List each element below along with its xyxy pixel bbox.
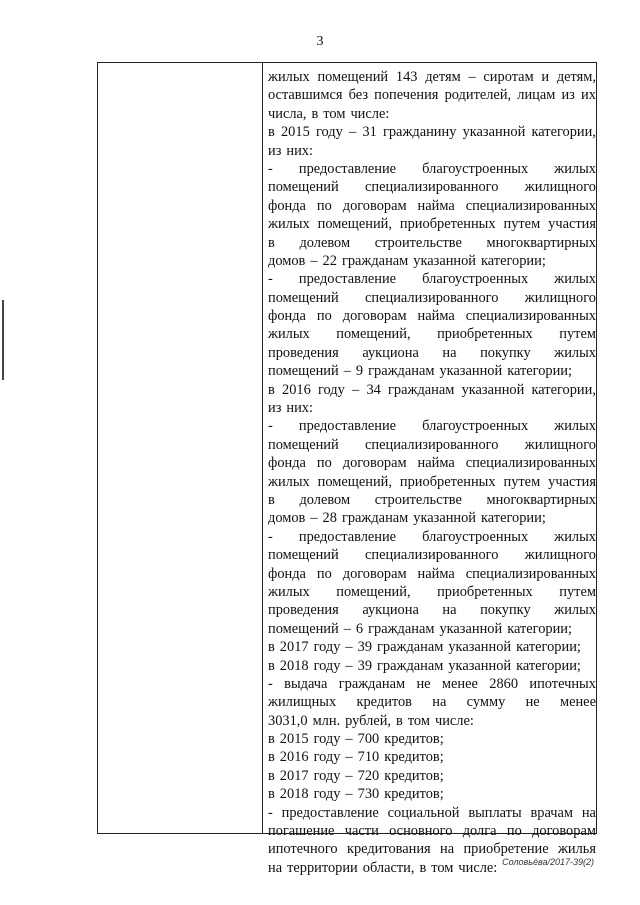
text-line: помещений специализированного жилищного <box>268 179 596 196</box>
text-line: в 2017 году – 39 гражданам указанной категории; <box>268 639 581 656</box>
text-line: - предоставление благоустроенных жилых <box>268 418 596 435</box>
text-line: числа, в том числе: <box>268 105 390 122</box>
text-line: проведения аукциона на покупку жилых <box>268 344 596 361</box>
text-line: в 2018 году – 39 гражданам указанной категории; <box>268 657 581 674</box>
text-line: в 2015 году – 31 гражданину указанной категории, <box>268 124 596 141</box>
table-cell-content <box>268 68 596 877</box>
text-line: жилых помещений, приобретенных путем участия <box>268 473 596 490</box>
text-line: из них: <box>268 142 313 159</box>
text-line: жилых помещений, приобретенных путем участия <box>268 216 596 233</box>
text-line: жилых помещений 143 детям – сиротам и детям, <box>268 69 596 85</box>
text-line: помещений специализированного жилищного <box>268 436 596 453</box>
text-line: жилищных кредитов на сумму не менее <box>268 694 596 711</box>
text-line: на территории области, в том числе: <box>268 859 498 876</box>
text-line: - предоставление благоустроенных жилых <box>268 528 596 545</box>
text-line: оставшимся без попечения родителей, лицам из их <box>268 87 596 104</box>
text-line: в долевом строительстве многоквартирных <box>268 234 596 251</box>
column-divider <box>262 63 263 833</box>
text-line: жилых помещений, приобретенных путем <box>268 326 596 343</box>
text-line: проведения аукциона на покупку жилых <box>268 602 596 619</box>
text-line: фонда по договорам найма специализированных <box>268 455 596 472</box>
text-line: в долевом строительстве многоквартирных <box>268 491 596 508</box>
scan-edge-mark <box>2 300 4 380</box>
text-line: в 2016 году – 710 кредитов; <box>268 749 444 766</box>
text-line: в 2018 году – 730 кредитов; <box>268 786 444 803</box>
text-line: помещений – 9 гражданам указанной категории; <box>268 363 572 380</box>
footer-code: Соловьёва/2017-39(2) <box>502 857 594 867</box>
text-line: жилых помещений, приобретенных путем <box>268 583 596 600</box>
page-number: 3 <box>316 34 324 49</box>
text-line: домов – 22 гражданам указанной категории; <box>268 252 546 269</box>
text-line: - предоставление благоустроенных жилых <box>268 160 596 177</box>
text-line: в 2016 году – 34 гражданам указанной категории, <box>268 381 596 398</box>
text-line: в 2015 году – 700 кредитов; <box>268 731 444 748</box>
text-line: помещений специализированного жилищного <box>268 547 596 564</box>
text-line: 3031,0 млн. рублей, в том числе: <box>268 712 474 729</box>
text-line: погашение части основного долга по договорам <box>268 823 596 840</box>
text-line: - предоставление социальной выплаты врачам на <box>268 804 596 821</box>
text-line: помещений специализированного жилищного <box>268 289 596 306</box>
text-line: помещений – 6 гражданам указанной категории; <box>268 620 572 637</box>
text-line: - предоставление благоустроенных жилых <box>268 271 596 288</box>
text-line: фонда по договорам найма специализированных <box>268 565 596 582</box>
text-line: - выдача гражданам не менее 2860 ипотечных <box>268 675 596 692</box>
text-line: ипотечного кредитования на приобретение жилья <box>268 841 596 858</box>
text-line: домов – 28 гражданам указанной категории; <box>268 510 546 527</box>
text-line: из них: <box>268 400 313 417</box>
text-line: в 2017 году – 720 кредитов; <box>268 767 444 784</box>
text-line: фонда по договорам найма специализированных <box>268 308 596 325</box>
text-line: фонда по договорам найма специализированных <box>268 197 596 214</box>
